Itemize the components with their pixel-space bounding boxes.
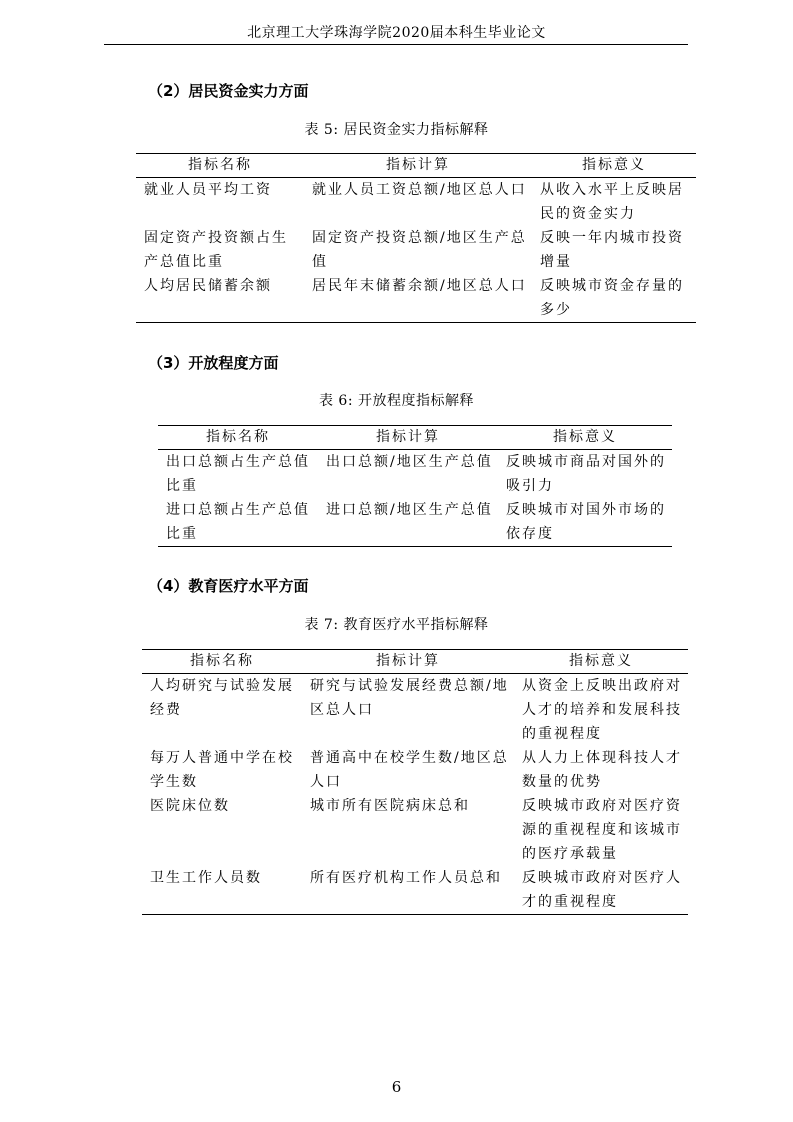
table-cell: 人均居民储蓄余额 [136,274,304,323]
table-cell: 反映城市对国外市场的依存度 [498,498,672,547]
table-7-caption: 表 7: 教育医疗水平指标解释 [304,617,489,633]
table-cell: 进口总额占生产总值比重 [158,498,318,547]
table-cell: 从资金上反映出政府对人才的培养和发展科技的重视程度 [522,678,682,742]
page-header: 北京理工大学珠海学院2020届本科生毕业论文 [247,25,546,41]
table-row [142,794,688,866]
column-header: 指标意义 [498,426,672,450]
column-header: 指标计算 [304,154,532,178]
column-header: 指标名称 [142,650,302,674]
table-6 [158,425,672,547]
table-cell: 出口总额/地区生产总值 [326,454,493,470]
column-header: 指标意义 [514,650,688,674]
column-header: 指标名称 [136,154,304,178]
table-cell: 就业人员平均工资 [144,182,272,198]
table-cell: 反映城市商品对国外的吸引力 [506,454,666,494]
table-cell: 就业人员工资总额/地区总人口 [312,182,527,198]
table-row [136,274,696,323]
table-cell: 研究与试验发展经费总额/地区总人口 [310,678,509,718]
column-header: 指标计算 [318,426,498,450]
table-cell: 出口总额占生产总值比重 [166,454,310,494]
table-5-caption: 表 5: 居民资金实力指标解释 [304,122,489,138]
column-header: 指标计算 [302,650,514,674]
table-cell: 卫生工作人员数 [142,866,302,915]
table-cell: 固定资产投资额占生产总值比重 [144,230,288,270]
table-cell: 医院床位数 [150,798,230,814]
table-row [142,674,688,747]
table-cell: 所有医疗机构工作人员总和 [302,866,514,915]
page-number: 6 [391,1078,402,1096]
table-cell: 普通高中在校学生数/地区总人口 [310,750,509,790]
table-cell: 反映一年内城市投资增量 [540,230,684,270]
table-row [158,450,672,499]
table-cell: 反映城市政府对医疗人才的重视程度 [514,866,688,915]
table-cell: 进口总额/地区生产总值 [318,498,498,547]
section-title-2: （2）居民资金实力方面 [148,82,309,100]
table-row [142,746,688,794]
table-cell: 人均研究与试验发展经费 [150,678,294,718]
header-rule [104,44,688,45]
section-title-3: （3）开放程度方面 [148,354,279,372]
table-cell: 反映城市资金存量的多少 [532,274,696,323]
column-header: 指标意义 [532,154,696,178]
table-cell: 居民年末储蓄余额/地区总人口 [304,274,532,323]
table-cell: 从人力上体现科技人才数量的优势 [522,750,682,790]
table-6-caption: 表 6: 开放程度指标解释 [318,393,475,409]
table-cell: 从收入水平上反映居民的资金实力 [540,182,684,222]
table-7 [142,649,688,915]
table-row [142,866,688,915]
table-row [136,226,696,274]
section-title-4: （4）教育医疗水平方面 [148,577,309,595]
table-cell: 城市所有医院病床总和 [310,798,470,814]
table-row [136,178,696,227]
table-cell: 反映城市政府对医疗资源的重视程度和该城市的医疗承载量 [522,798,682,862]
table-5 [136,153,696,323]
column-header: 指标名称 [158,426,318,450]
table-cell: 固定资产投资总额/地区生产总值 [312,230,527,270]
table-row [158,498,672,547]
table-cell: 每万人普通中学在校学生数 [150,750,294,790]
